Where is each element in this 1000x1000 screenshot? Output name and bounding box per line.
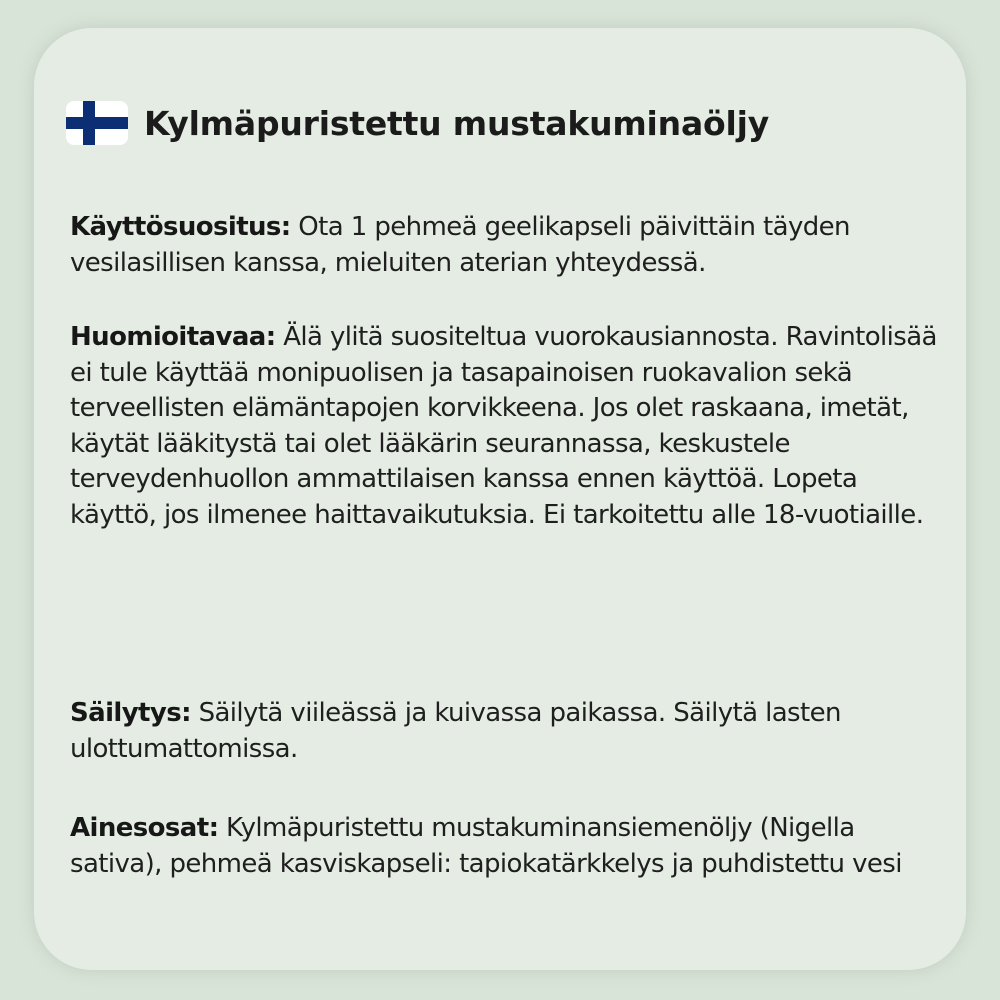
warnings-text: Älä ylitä suositeltua vuorokausiannosta. Ravintolisää ei tule käyttää monipuolisen ja tasapainoisen ruokavalion sekä terveellisten elämäntapojen korvikkeena. Jos olet raskaana, imetät, käytät lääkitystä tai olet lääkärin seurannassa, keskustele terveydenhuollon ammattilaisen kanssa ennen käyttöä. Lopeta käyttö, jos ilmenee haittavaikutuksia. Ei tarkoitettu alle 18-vuotiaille.	[70, 322, 937, 530]
usage-text: Ota 1 pehmeä geelikapseli päivittäin täyden vesilasillisen kanssa, mieluiten aterian yhteydessä.	[70, 212, 850, 278]
usage-section	[70, 210, 950, 281]
ingredients-text: Kylmäpuristettu mustakuminansiemenöljy (Nigella sativa), pehmeä kasviskapseli: tapiokatärkkelys ja puhdistettu vesi	[70, 813, 902, 879]
ingredients-section	[70, 811, 950, 882]
usage-label: Käyttösuositus:	[70, 212, 291, 242]
ingredients-label: Ainesosat:	[70, 813, 219, 843]
warnings-section	[70, 320, 950, 533]
storage-text: Säilytä viileässä ja kuivassa paikassa. Säilytä lasten ulottumattomissa.	[70, 698, 841, 764]
info-card	[34, 28, 966, 970]
storage-section	[70, 696, 950, 767]
finland-flag-icon	[66, 101, 128, 145]
product-title: Kylmäpuristettu mustakuminaöljy	[144, 103, 770, 143]
storage-label: Säilytys:	[70, 698, 191, 728]
title-row	[66, 100, 769, 146]
warnings-label: Huomioitavaa:	[70, 322, 276, 352]
